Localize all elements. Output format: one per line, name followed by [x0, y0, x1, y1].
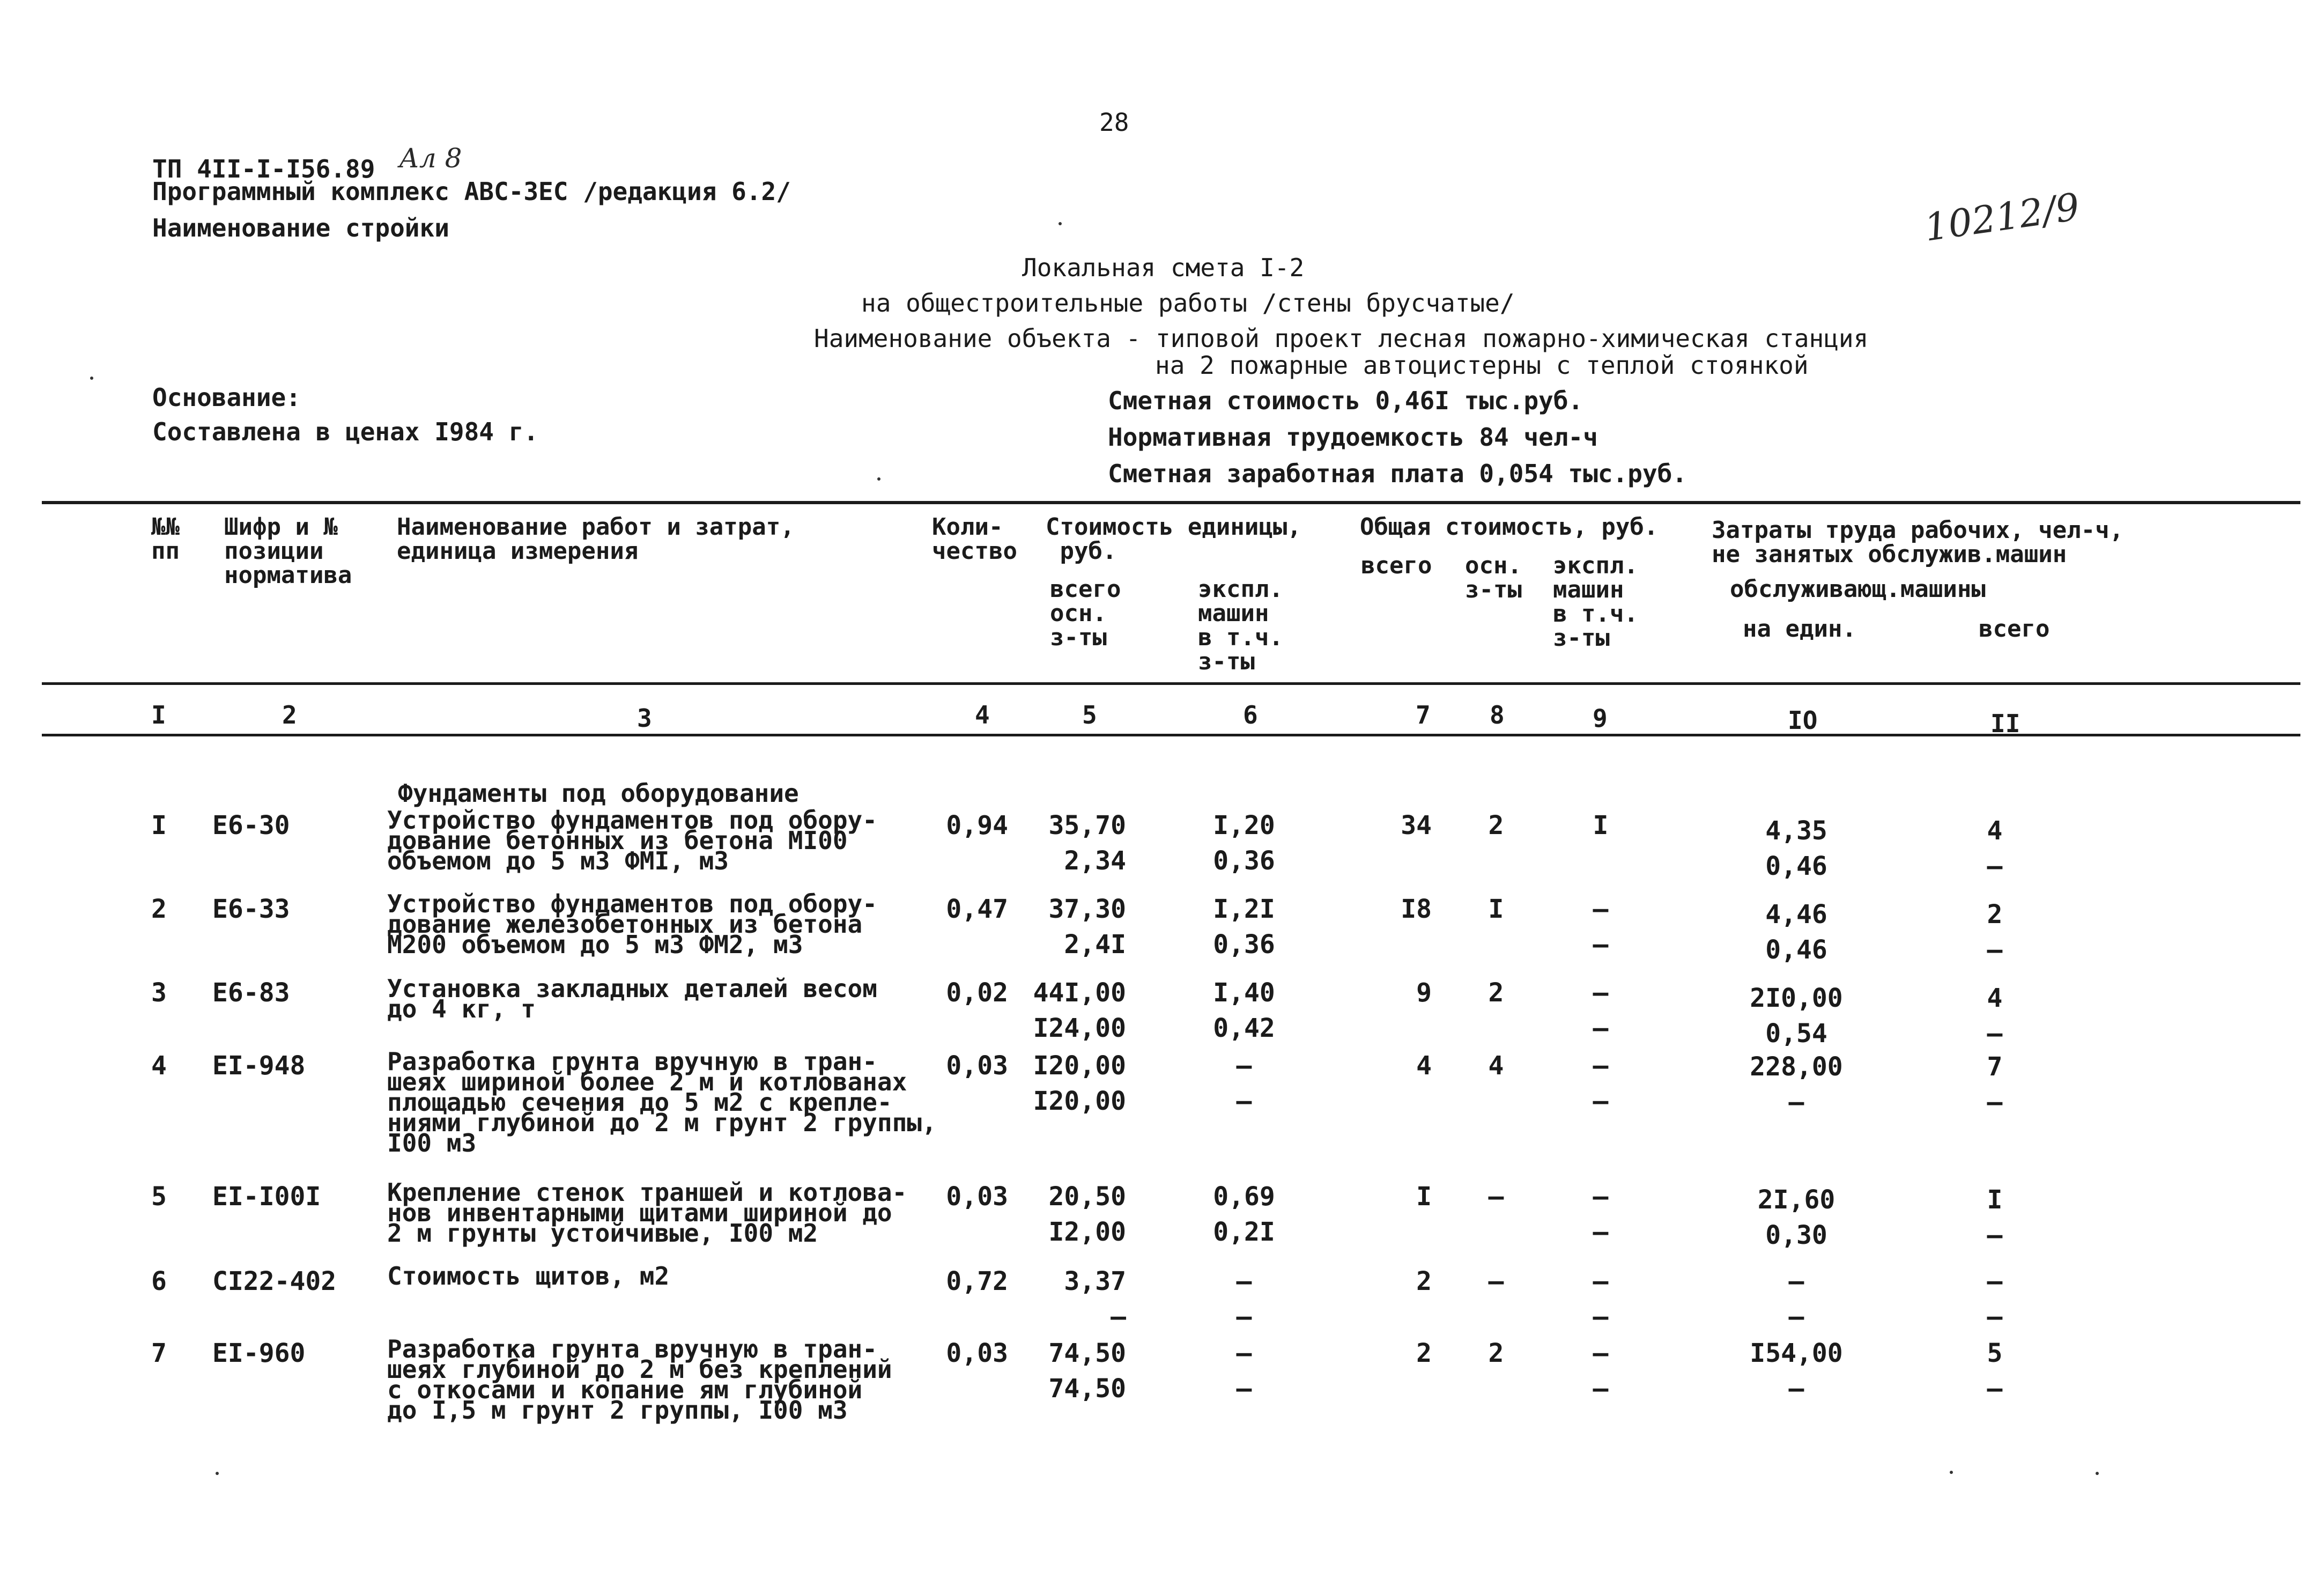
- work-description: Крепление стенок траншей и котлова- нов инвентарными щитами шириной до 2 м грунты устойчивые, I00 м2: [387, 1178, 907, 1248]
- header-col-3: Наименование работ и затрат, единица измерения: [397, 513, 795, 565]
- basis-label: Основание:: [152, 383, 301, 412]
- quantity: 0,94: [946, 810, 1008, 840]
- quantity: 0,72: [946, 1266, 1008, 1296]
- column-numbers-rule: [42, 734, 2300, 736]
- work-description: Стоимость щитов, м2: [387, 1262, 670, 1291]
- unit-cost-base-wage: I2,00: [1048, 1217, 1126, 1247]
- total-machines: –: [1593, 1338, 1609, 1368]
- total-machines-wage: –: [1593, 930, 1609, 960]
- quantity: 0,03: [946, 1182, 1008, 1212]
- labor-machines-total: –: [1987, 851, 2003, 881]
- labor-per-unit: –: [1788, 1266, 1804, 1296]
- norm-code: Е6-33: [212, 894, 290, 924]
- row-number: 4: [151, 1051, 167, 1081]
- column-number: 7: [1416, 700, 1431, 729]
- labor-machines-total: –: [1987, 1087, 2003, 1117]
- labor-machines-total: –: [1987, 935, 2003, 965]
- labor-machines-per-unit: 0,46: [1765, 935, 1827, 965]
- labor-total: 4: [1987, 816, 2003, 846]
- column-number: 5: [1082, 700, 1097, 729]
- column-number: 3: [637, 704, 652, 733]
- unit-cost-machines: 0,69: [1213, 1182, 1275, 1212]
- norm-code: Е6-30: [212, 810, 290, 840]
- quantity: 0,03: [946, 1051, 1008, 1081]
- labor-machines-total: –: [1987, 1220, 2003, 1250]
- labor-per-unit: I54,00: [1750, 1338, 1843, 1368]
- unit-cost-machines: –: [1236, 1051, 1252, 1081]
- labor-total: I: [1987, 1185, 2003, 1215]
- print-speck: [1059, 222, 1062, 225]
- work-description: Устройство фундаментов под обору- дование бетонных из бетона МI00 объемом до 5 м3 ФМI, м3: [387, 806, 877, 875]
- row-number: 6: [151, 1266, 167, 1296]
- total-machines: –: [1593, 1266, 1609, 1296]
- total-machines-wage: –: [1593, 1302, 1609, 1332]
- document-code: ТП 4II-I-I56.89: [152, 154, 375, 183]
- unit-cost-machines-wage: 0,2I: [1213, 1217, 1275, 1247]
- labor-total: 5: [1987, 1338, 2003, 1368]
- labor-per-unit: 4,46: [1765, 899, 1827, 930]
- section-title: Фундаменты под оборудование: [398, 779, 799, 808]
- labor-total: –: [1987, 1266, 2003, 1296]
- total-machines: –: [1593, 894, 1609, 924]
- labor-machines-per-unit: 0,54: [1765, 1019, 1827, 1049]
- header-col-4: Коли- чество: [932, 513, 1017, 565]
- unit-cost-total: I20,00: [1033, 1051, 1126, 1081]
- total-machines: I: [1593, 810, 1609, 840]
- estimate-subtitle: на общестроительные работы /стены брусчатые/: [861, 289, 1515, 318]
- prices-label: Составлена в ценах I984 г.: [152, 417, 539, 446]
- header-labor-sub: обслуживающ.машины: [1730, 576, 1986, 603]
- total-base-wage: 4: [1488, 1051, 1504, 1081]
- object-line-1: Наименование объекта - типовой проект лесная пожарно-химическая станция: [814, 324, 1869, 353]
- total-cost: I8: [1401, 894, 1432, 924]
- row-number: I: [151, 810, 167, 840]
- labor-per-unit: 2I,60: [1757, 1185, 1835, 1215]
- total-machines: –: [1593, 1051, 1609, 1081]
- total-machines-wage: –: [1593, 1374, 1609, 1404]
- unit-cost-machines: –: [1236, 1266, 1252, 1296]
- unit-cost-machines-wage: –: [1236, 1302, 1252, 1332]
- labor-machines-per-unit: –: [1788, 1302, 1804, 1332]
- unit-cost-machines-wage: –: [1236, 1374, 1252, 1404]
- work-description: Разработка грунта вручную в тран- шеях шириной более 2 м и котлованах площадью сечения до 5 м2 с крепле- ниями глубиной до 2 м грунт 2 группы, I00 м3: [387, 1047, 937, 1157]
- unit-cost-base-wage: I24,00: [1033, 1013, 1126, 1043]
- labor-per-unit: 4,35: [1765, 816, 1827, 846]
- norm-code: ЕI-948: [212, 1051, 306, 1081]
- print-speck: [2096, 1472, 2099, 1475]
- estimated-wage: Сметная заработная плата 0,054 тыс.руб.: [1108, 459, 1688, 488]
- total-cost: 34: [1401, 810, 1432, 840]
- labor-total: 4: [1987, 983, 2003, 1013]
- unit-cost-machines: I,2I: [1213, 894, 1275, 924]
- total-base-wage: 2: [1488, 810, 1504, 840]
- row-number: 5: [151, 1182, 167, 1212]
- unit-cost-total: 3,37: [1064, 1266, 1126, 1296]
- column-number: 8: [1490, 700, 1505, 729]
- header-labor: Затраты труда рабочих, чел-ч, не занятых обслужив.машин: [1712, 517, 2124, 568]
- unit-cost-machines-wage: –: [1236, 1086, 1252, 1116]
- unit-cost-machines: –: [1236, 1338, 1252, 1368]
- program-name: Программный комплекс АВС-ЗЕС /редакция 6.2/: [152, 177, 791, 206]
- total-machines-wage: –: [1593, 1013, 1609, 1043]
- unit-cost-machines: I,40: [1213, 978, 1275, 1008]
- total-base-wage: –: [1488, 1182, 1504, 1212]
- quantity: 0,47: [946, 894, 1008, 924]
- header-col-8: осн. з-ты: [1465, 552, 1522, 603]
- total-cost: 4: [1416, 1051, 1432, 1081]
- row-number: 2: [151, 894, 167, 924]
- stroika-label: Наименование стройки: [152, 213, 449, 242]
- total-cost: I: [1416, 1182, 1432, 1212]
- unit-cost-machines-wage: 0,36: [1213, 846, 1275, 876]
- unit-cost-total: 35,70: [1048, 810, 1126, 840]
- total-base-wage: 2: [1488, 978, 1504, 1008]
- header-col-5: всего осн. з-ты: [1050, 576, 1121, 651]
- total-cost: 2: [1416, 1266, 1432, 1296]
- total-machines-wage: –: [1593, 1217, 1609, 1247]
- norm-code: Е6-83: [212, 978, 290, 1008]
- estimate-title: Локальная смета I-2: [1022, 253, 1305, 282]
- print-speck: [877, 477, 880, 481]
- unit-cost-total: 74,50: [1048, 1338, 1126, 1368]
- total-machines-wage: –: [1593, 1086, 1609, 1116]
- work-description: Установка закладных деталей весом до 4 кг, т: [387, 974, 877, 1023]
- normative-labor: Нормативная трудоемкость 84 чел-ч: [1108, 423, 1598, 452]
- unit-cost-base-wage: 2,4I: [1064, 930, 1126, 960]
- print-speck: [90, 377, 93, 380]
- header-bottom-rule: [42, 682, 2300, 685]
- unit-cost-total: 44I,00: [1033, 978, 1126, 1008]
- unit-cost-base-wage: –: [1111, 1302, 1126, 1332]
- unit-cost-machines-wage: 0,42: [1213, 1013, 1275, 1043]
- total-machines: –: [1593, 978, 1609, 1008]
- column-number: 2: [282, 700, 297, 729]
- header-total-cost: Общая стоимость, руб.: [1360, 513, 1659, 541]
- header-col-2: Шифр и № позиции норматива: [224, 513, 352, 589]
- object-line-2: на 2 пожарные автоцистерны с теплой стоянкой: [1155, 351, 1809, 380]
- labor-machines-per-unit: –: [1788, 1374, 1804, 1404]
- labor-per-unit: 2I0,00: [1750, 983, 1843, 1013]
- total-cost: 2: [1416, 1338, 1432, 1368]
- header-col-7: всего: [1361, 552, 1432, 579]
- labor-machines-total: –: [1987, 1019, 2003, 1049]
- labor-machines-total: –: [1987, 1374, 2003, 1404]
- total-base-wage: I: [1488, 894, 1504, 924]
- print-speck: [216, 1472, 219, 1475]
- header-col-9: экспл. машин в т.ч. з-ты: [1553, 552, 1638, 652]
- unit-cost-total: 20,50: [1048, 1182, 1126, 1212]
- row-number: 3: [151, 978, 167, 1008]
- print-speck: [1950, 1471, 1953, 1474]
- unit-cost-machines: I,20: [1213, 810, 1275, 840]
- column-number: IO: [1788, 706, 1818, 735]
- column-number: II: [1990, 709, 2020, 738]
- norm-code: ЕI-960: [212, 1338, 306, 1368]
- archive-number: 10212/9: [1921, 185, 2083, 250]
- labor-total: 2: [1987, 899, 2003, 930]
- album-mark: Ал 8: [399, 143, 462, 174]
- table-top-rule: [42, 501, 2300, 504]
- work-description: Устройство фундаментов под обору- дование железобетонных из бетона М200 объемом до 5 м3 ФМ2, м3: [387, 889, 877, 959]
- unit-cost-base-wage: 74,50: [1048, 1374, 1126, 1404]
- column-number: 4: [975, 700, 990, 729]
- unit-cost-machines-wage: 0,36: [1213, 930, 1275, 960]
- column-number: I: [151, 700, 166, 729]
- page-number: 28: [1099, 108, 1129, 137]
- labor-total: 7: [1987, 1052, 2003, 1082]
- norm-code: СI22-402: [212, 1266, 337, 1296]
- total-machines: –: [1593, 1182, 1609, 1212]
- total-cost: 9: [1416, 978, 1432, 1008]
- estimated-cost: Сметная стоимость 0,46I тыс.руб.: [1108, 386, 1583, 415]
- row-number: 7: [151, 1338, 167, 1368]
- column-number: 6: [1243, 700, 1258, 729]
- unit-cost-base-wage: 2,34: [1064, 846, 1126, 876]
- total-base-wage: 2: [1488, 1338, 1504, 1368]
- header-col-10: на един.: [1743, 615, 1856, 643]
- labor-machines-per-unit: 0,30: [1765, 1220, 1827, 1250]
- labor-machines-per-unit: –: [1788, 1087, 1804, 1117]
- work-description: Разработка грунта вручную в тран- шеях глубиной до 2 м без креплений с откосами и копание ям глубиной до I,5 м грунт 2 группы, I00 м3: [387, 1334, 892, 1425]
- quantity: 0,02: [946, 978, 1008, 1008]
- column-number: 9: [1593, 704, 1608, 733]
- header-unit-cost: Стоимость единицы, руб.: [1046, 513, 1301, 565]
- unit-cost-total: 37,30: [1048, 894, 1126, 924]
- header-col-6: экспл. машин в т.ч. з-ты: [1198, 576, 1283, 675]
- total-base-wage: –: [1488, 1266, 1504, 1296]
- norm-code: ЕI-I00I: [212, 1182, 321, 1212]
- labor-machines-per-unit: 0,46: [1765, 851, 1827, 881]
- header-col-11: всего: [1979, 615, 2050, 643]
- header-col-1: №№ пп: [151, 513, 180, 565]
- unit-cost-base-wage: I20,00: [1033, 1086, 1126, 1116]
- labor-per-unit: 228,00: [1750, 1052, 1843, 1082]
- labor-machines-total: –: [1987, 1302, 2003, 1332]
- quantity: 0,03: [946, 1338, 1008, 1368]
